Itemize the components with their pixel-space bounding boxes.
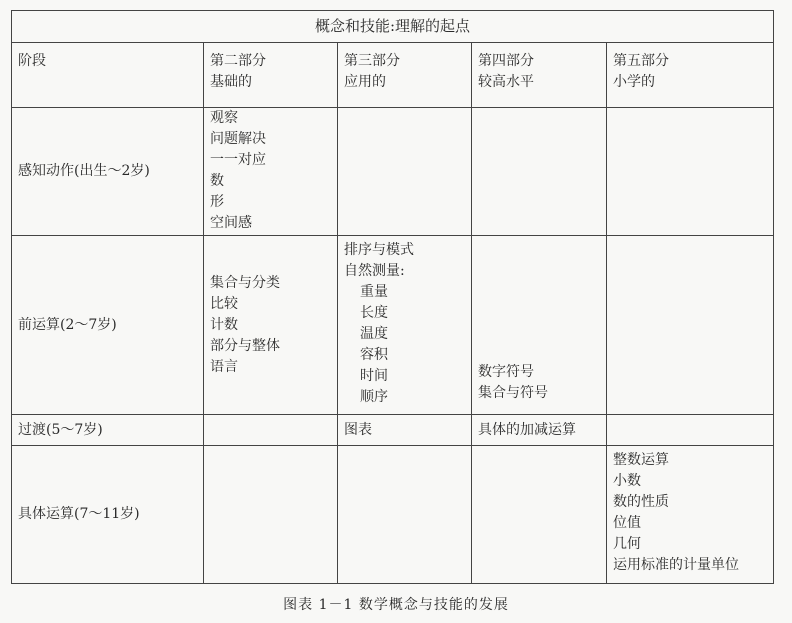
table-row [12, 415, 774, 446]
list-subitem: 温度 [360, 326, 388, 342]
header-part4-line: 较高水平 [478, 74, 534, 90]
list-subitem: 容积 [360, 347, 388, 363]
list-item: 观察 [210, 110, 238, 126]
header-part2-line: 基础的 [210, 74, 252, 90]
part5-cell [607, 108, 774, 236]
list-subitem: 长度 [360, 305, 388, 321]
stage-cell: 前运算(2～7岁) [12, 236, 204, 415]
list-item: 部分与整体 [210, 337, 280, 354]
list-item: 集合与符号 [478, 385, 548, 401]
stage-cell: 具体运算(7～11岁) [12, 446, 204, 584]
part2-cell [204, 446, 338, 584]
header-stage-label: 阶段 [18, 53, 46, 69]
part4-cell [472, 446, 607, 584]
list-subitem: 重量 [360, 284, 388, 300]
header-part3-line: 第三部分 [344, 53, 400, 69]
header-part3 [338, 43, 472, 108]
list-item: 语言 [210, 358, 238, 375]
part5-cell [607, 236, 774, 415]
list-item: 具体的加减运算 [478, 421, 576, 438]
figure-caption: 图表 1－1 数学概念与技能的发展 [283, 597, 509, 613]
concepts-table [11, 10, 774, 584]
table-header-row [12, 43, 774, 108]
part3-cell [338, 446, 472, 584]
part5-cell [607, 446, 774, 584]
list-item: 整数运算 [613, 452, 669, 468]
part4-cell [472, 415, 607, 446]
list-item: 集合与分类 [210, 274, 280, 291]
list-subitem: 顺序 [360, 389, 388, 405]
header-part5 [607, 43, 774, 108]
part4-cell [472, 108, 607, 236]
part4-cell [472, 236, 607, 415]
part2-cell [204, 236, 338, 415]
list-item: 比较 [210, 295, 238, 312]
table-row [12, 108, 774, 236]
header-part5-line: 小学的 [613, 74, 655, 90]
list-item: 排序与模式 [344, 242, 414, 258]
table-row [12, 236, 774, 415]
header-part2 [204, 43, 338, 108]
part5-cell [607, 415, 774, 446]
part2-cell [204, 108, 338, 236]
header-part3-line: 应用的 [344, 74, 386, 90]
list-item: 运用标准的计量单位 [613, 557, 739, 573]
list-subitem: 时间 [360, 368, 388, 384]
header-part4-line: 第四部分 [478, 53, 534, 69]
stage-cell: 感知动作(出生～2岁) [12, 108, 204, 236]
part3-cell [338, 108, 472, 236]
stage-cell: 过渡(5～7岁) [12, 415, 204, 446]
part3-cell [338, 415, 472, 446]
list-item: 位值 [613, 515, 641, 531]
part2-cell [204, 415, 338, 446]
list-item: 数的性质 [613, 494, 669, 510]
list-item: 小数 [613, 473, 641, 489]
list-item: 一一对应 [210, 152, 266, 168]
table-title: 概念和技能:理解的起点 [12, 11, 774, 43]
list-item: 空间感 [210, 215, 252, 231]
list-item: 数 [210, 173, 224, 189]
header-stage [12, 43, 204, 108]
list-item: 形 [210, 194, 224, 210]
header-part4 [472, 43, 607, 108]
list-item: 自然测量: [344, 263, 405, 279]
table-row [12, 446, 774, 584]
part3-cell [338, 236, 472, 415]
header-part2-line: 第二部分 [210, 53, 266, 69]
list-item: 图表 [344, 421, 372, 438]
list-item: 几何 [613, 536, 641, 552]
list-item: 数字符号 [478, 364, 534, 380]
table-title-row [12, 11, 774, 43]
list-item: 计数 [210, 316, 238, 333]
header-part5-line: 第五部分 [613, 53, 669, 69]
list-item: 问题解决 [210, 131, 266, 147]
